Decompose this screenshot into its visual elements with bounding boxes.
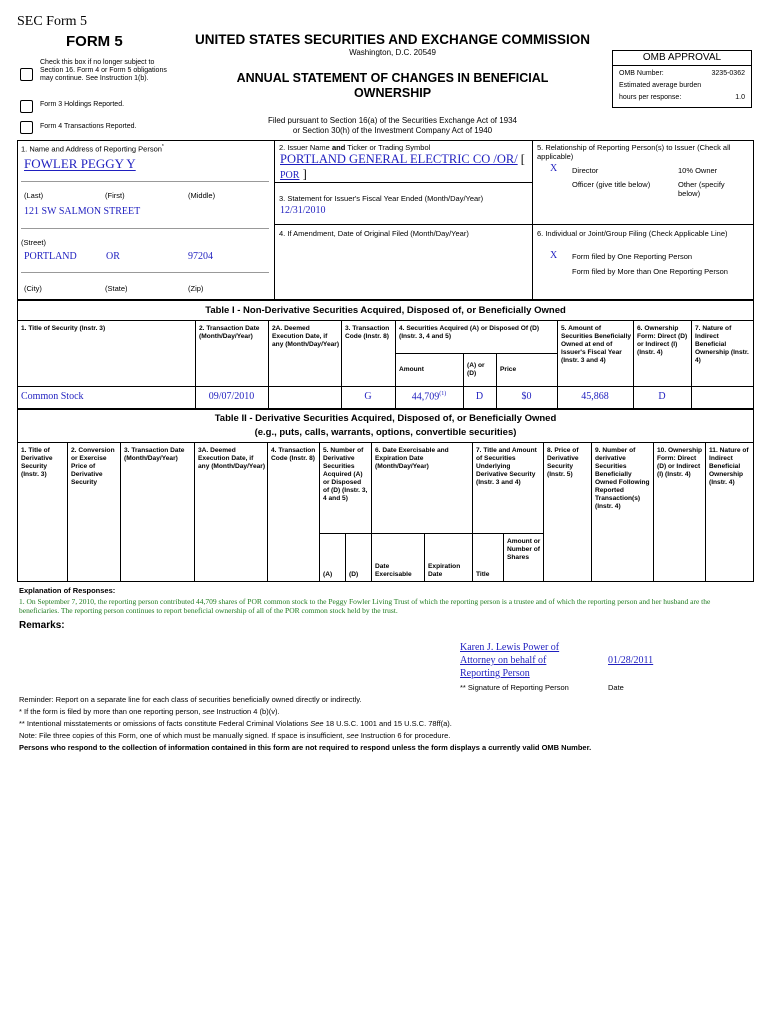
agency-name: UNITED STATES SECURITIES AND EXCHANGE COMMISSION [194,32,591,47]
one-person-label: Form filed by One Reporting Person [572,252,693,261]
t1-col4-price-header: Price [500,366,517,373]
signature-date: 01/28/2011 [608,655,654,666]
box1-label: 1. Name and Address of Reporting Person* [21,144,164,154]
t2-col6-exercisable-header: Date Exercisable [375,563,412,578]
t2-col5-header: 5. Number of Derivative Securities Acquired (A) or Disposed of (D) (Instr. 3, 4 and 5) [323,447,368,502]
t1-row-owned: 45,868 [581,391,609,402]
table1-title: Table I - Non-Derivative Securities Acquired, Disposed of, or Beneficially Owned [205,305,566,316]
middle-label: (Middle) [188,191,216,200]
t2-col1-header: 1. Title of Derivative Security (Instr. 3) [21,447,53,478]
form4-label: Form 4 Transactions Reported. [40,123,137,130]
t1-col3-header: 3. Transaction Code (Instr. 8) [345,325,390,340]
city-value: PORTLAND [24,251,77,262]
t1-col2a-header: 2A. Deemed Execution Date, if any (Month/Day/Year) [272,325,340,348]
state-value: OR [106,251,120,262]
form3-label: Form 3 Holdings Reported. [40,101,125,108]
city-label: (City) [24,284,42,293]
t2-col7-title-header: Title [476,571,490,578]
t1-col2-header: 2. Transaction Date (Month/Day/Year) [199,325,260,340]
street-value: 121 SW SALMON STREET [24,206,141,217]
t1-col4-aord-header: (A) or (D) [467,362,485,377]
signature-line-2: Attorney on behalf of [460,655,547,666]
one-person-mark: X [550,250,558,261]
section16-label: Check this box if no longer subject to Section 16. Form 4 or Form 5 obligations may continue. See Instruction 1(b). [40,59,167,82]
t2-col6-header: 6. Date Exercisable and Expiration Date (Month/Day/Year) [375,447,449,470]
reporting-person-name: FOWLER PEGGY Y [24,156,136,171]
footnote-2: ** Intentional misstatements or omissions of facts constitute Federal Criminal Violations See 18 U.S.C. 1001 and 15 U.S.C. 78ff(a). [19,719,452,728]
form3-checkbox[interactable] [20,100,33,113]
t1-row-aord: D [475,391,484,402]
t2-col5-a-header: (A) [323,571,333,578]
director-mark: X [550,163,558,174]
signature-line-1: Karen J. Lewis Power of [460,642,560,653]
t2-col8-header: 8. Price of Derivative Security (Instr. 5) [547,447,579,478]
state-label: (State) [105,284,128,293]
omb-disclaimer: Persons who respond to the collection of information contained in this form are not required to respond unless the form displays a currently valid OMB Number. [19,743,592,752]
t2-col4-header: 4. Transaction Code (Instr. 8) [271,447,316,462]
last-label: (Last) [24,191,44,200]
director-label: Director [572,166,599,175]
omb-burden-label: Estimated average burden [619,82,702,89]
explanation-title: Explanation of Responses: [19,586,116,595]
box3-label: 3. Statement for Issuer's Fiscal Year Ended (Month/Day/Year) [279,194,484,203]
zip-label: (Zip) [188,284,204,293]
omb-title: OMB APPROVAL [613,51,751,66]
agency-location: Washington, D.C. 20549 [349,48,436,57]
t1-row-amount: 44,709$^{(1)}$ [411,391,447,403]
omb-approval-box [612,50,752,108]
street-label: (Street) [21,238,47,247]
fiscal-year-end: 12/31/2010 [280,205,326,216]
t2-col7-amount-header: Amount or Number of Shares [507,538,541,561]
t2-col3-header: 3. Transaction Date (Month/Day/Year) [124,447,185,462]
t1-col1-header: 1. Title of Security (Instr. 3) [21,325,106,332]
omb-number-label: OMB Number: [619,70,664,77]
omb-hours: 1.0 [735,94,745,101]
table2-title-2: (e.g., puts, calls, warrants, options, convertible securities) [254,427,517,438]
remarks-title: Remarks: [19,620,65,631]
signature-label: ** Signature of Reporting Person [460,683,569,692]
t2-col5-d-header: (D) [349,571,359,578]
omb-hours-label: hours per response: [619,94,682,101]
t1-row-date: 09/07/2010 [208,391,255,402]
filed-pursuant-1: Filed pursuant to Section 16(a) of the Securities Exchange Act of 1934 [267,116,518,125]
t2-col11-header: 11. Nature of Indirect Beneficial Ownership (Instr. 4) [709,447,749,486]
section16-checkbox[interactable] [20,68,33,81]
t2-col6-expiration-header: Expiration Date [428,563,461,578]
t2-col10-header: 10. Ownership Form: Direct (D) or Indirect (I) (Instr. 4) [657,447,703,478]
date-label: Date [608,683,624,692]
officer-label: Officer (give title below) [572,180,651,189]
t1-col4-header: 4. Securities Acquired (A) or Disposed Of (D) (Instr. 3, 4 and 5) [399,325,540,340]
box6-label: 6. Individual or Joint/Group Filing (Check Applicable Line) [537,229,728,238]
t1-row-form: D [658,391,666,402]
t2-col2-header: 2. Conversion or Exercise Price of Derivative Security [71,447,115,486]
t1-col5-header: 5. Amount of Securities Beneficially Owned at end of Issuer's Fiscal Year (Instr. 3 and 4) [561,325,632,364]
t1-row-code: G [364,391,372,402]
filed-pursuant-2: or Section 30(h) of the Investment Company Act of 1940 [292,126,493,135]
t1-row-security: Common Stock [21,391,84,402]
explanation-text: 1. On September 7, 2010, the reporting person contributed 44,709 shares of POR common stock to the Peggy Fowler Living Trust of which the reporting person is a trustee and of which the reporting person and her husband are the beneficiaries. The reporting person continues to report beneficial ownership of all of the POR common stock held by the trust. [19,597,711,615]
t1-row-price: $0 [521,391,532,402]
t1-col4-amount-header: Amount [399,366,424,373]
reminder-note: Reminder: Report on a separate line for each class of securities beneficially owned directly or indirectly. [19,695,362,704]
box2-label: 2. Issuer Name and Ticker or Trading Symbol [279,143,431,152]
t2-col9-header: 9. Number of derivative Securities Beneficially Owned Following Reported Transaction(s) (Instr. 4) [595,447,650,510]
t2-col7-header: 7. Title and Amount of Securities Underlying Derivative Security (Instr. 3 and 4) [476,447,537,486]
box5-label: 5. Relationship of Reporting Person(s) to Issuer (Check all applicable) [537,143,731,161]
form-title: ANNUAL STATEMENT OF CHANGES IN BENEFICIAL OWNERSHIP [236,71,549,100]
t1-col6-header: 6. Ownership Form: Direct (D) or Indirect (I) (Instr. 4) [637,325,688,356]
footnote-3: Note: File three copies of this Form, one of which must be manually signed. If space is insufficient, see Instruction 6 for procedure. [19,731,451,740]
first-label: (First) [105,191,125,200]
zip-value: 97204 [188,251,213,262]
footnote-1: * If the form is filed by more than one reporting person, see Instruction 4 (b)(v). [19,707,280,716]
more-persons-label: Form filed by More than One Reporting Person [572,267,728,276]
form-number: FORM 5 [66,33,123,50]
signature-line-3: Reporting Person [460,668,530,679]
table2-title-1: Table II - Derivative Securities Acquired, Disposed of, or Beneficially Owned [214,413,557,424]
t2-col3a-header: 3A. Deemed Execution Date, if any (Month/Day/Year) [198,447,266,470]
box4-label: 4. If Amendment, Date of Original Filed (Month/Day/Year) [279,229,469,238]
other-label: Other (specify below) [678,180,725,198]
omb-number: 3235-0362 [711,70,745,77]
owner10-label: 10% Owner [678,166,718,175]
form4-checkbox[interactable] [20,121,33,134]
issuer-name: PORTLAND GENERAL ELECTRIC CO /OR/ [ POR ] [280,152,525,181]
t1-col7-header: 7. Nature of Indirect Beneficial Ownership (Instr. 4) [695,325,749,364]
sec-form-label: SEC Form 5 [17,14,88,29]
